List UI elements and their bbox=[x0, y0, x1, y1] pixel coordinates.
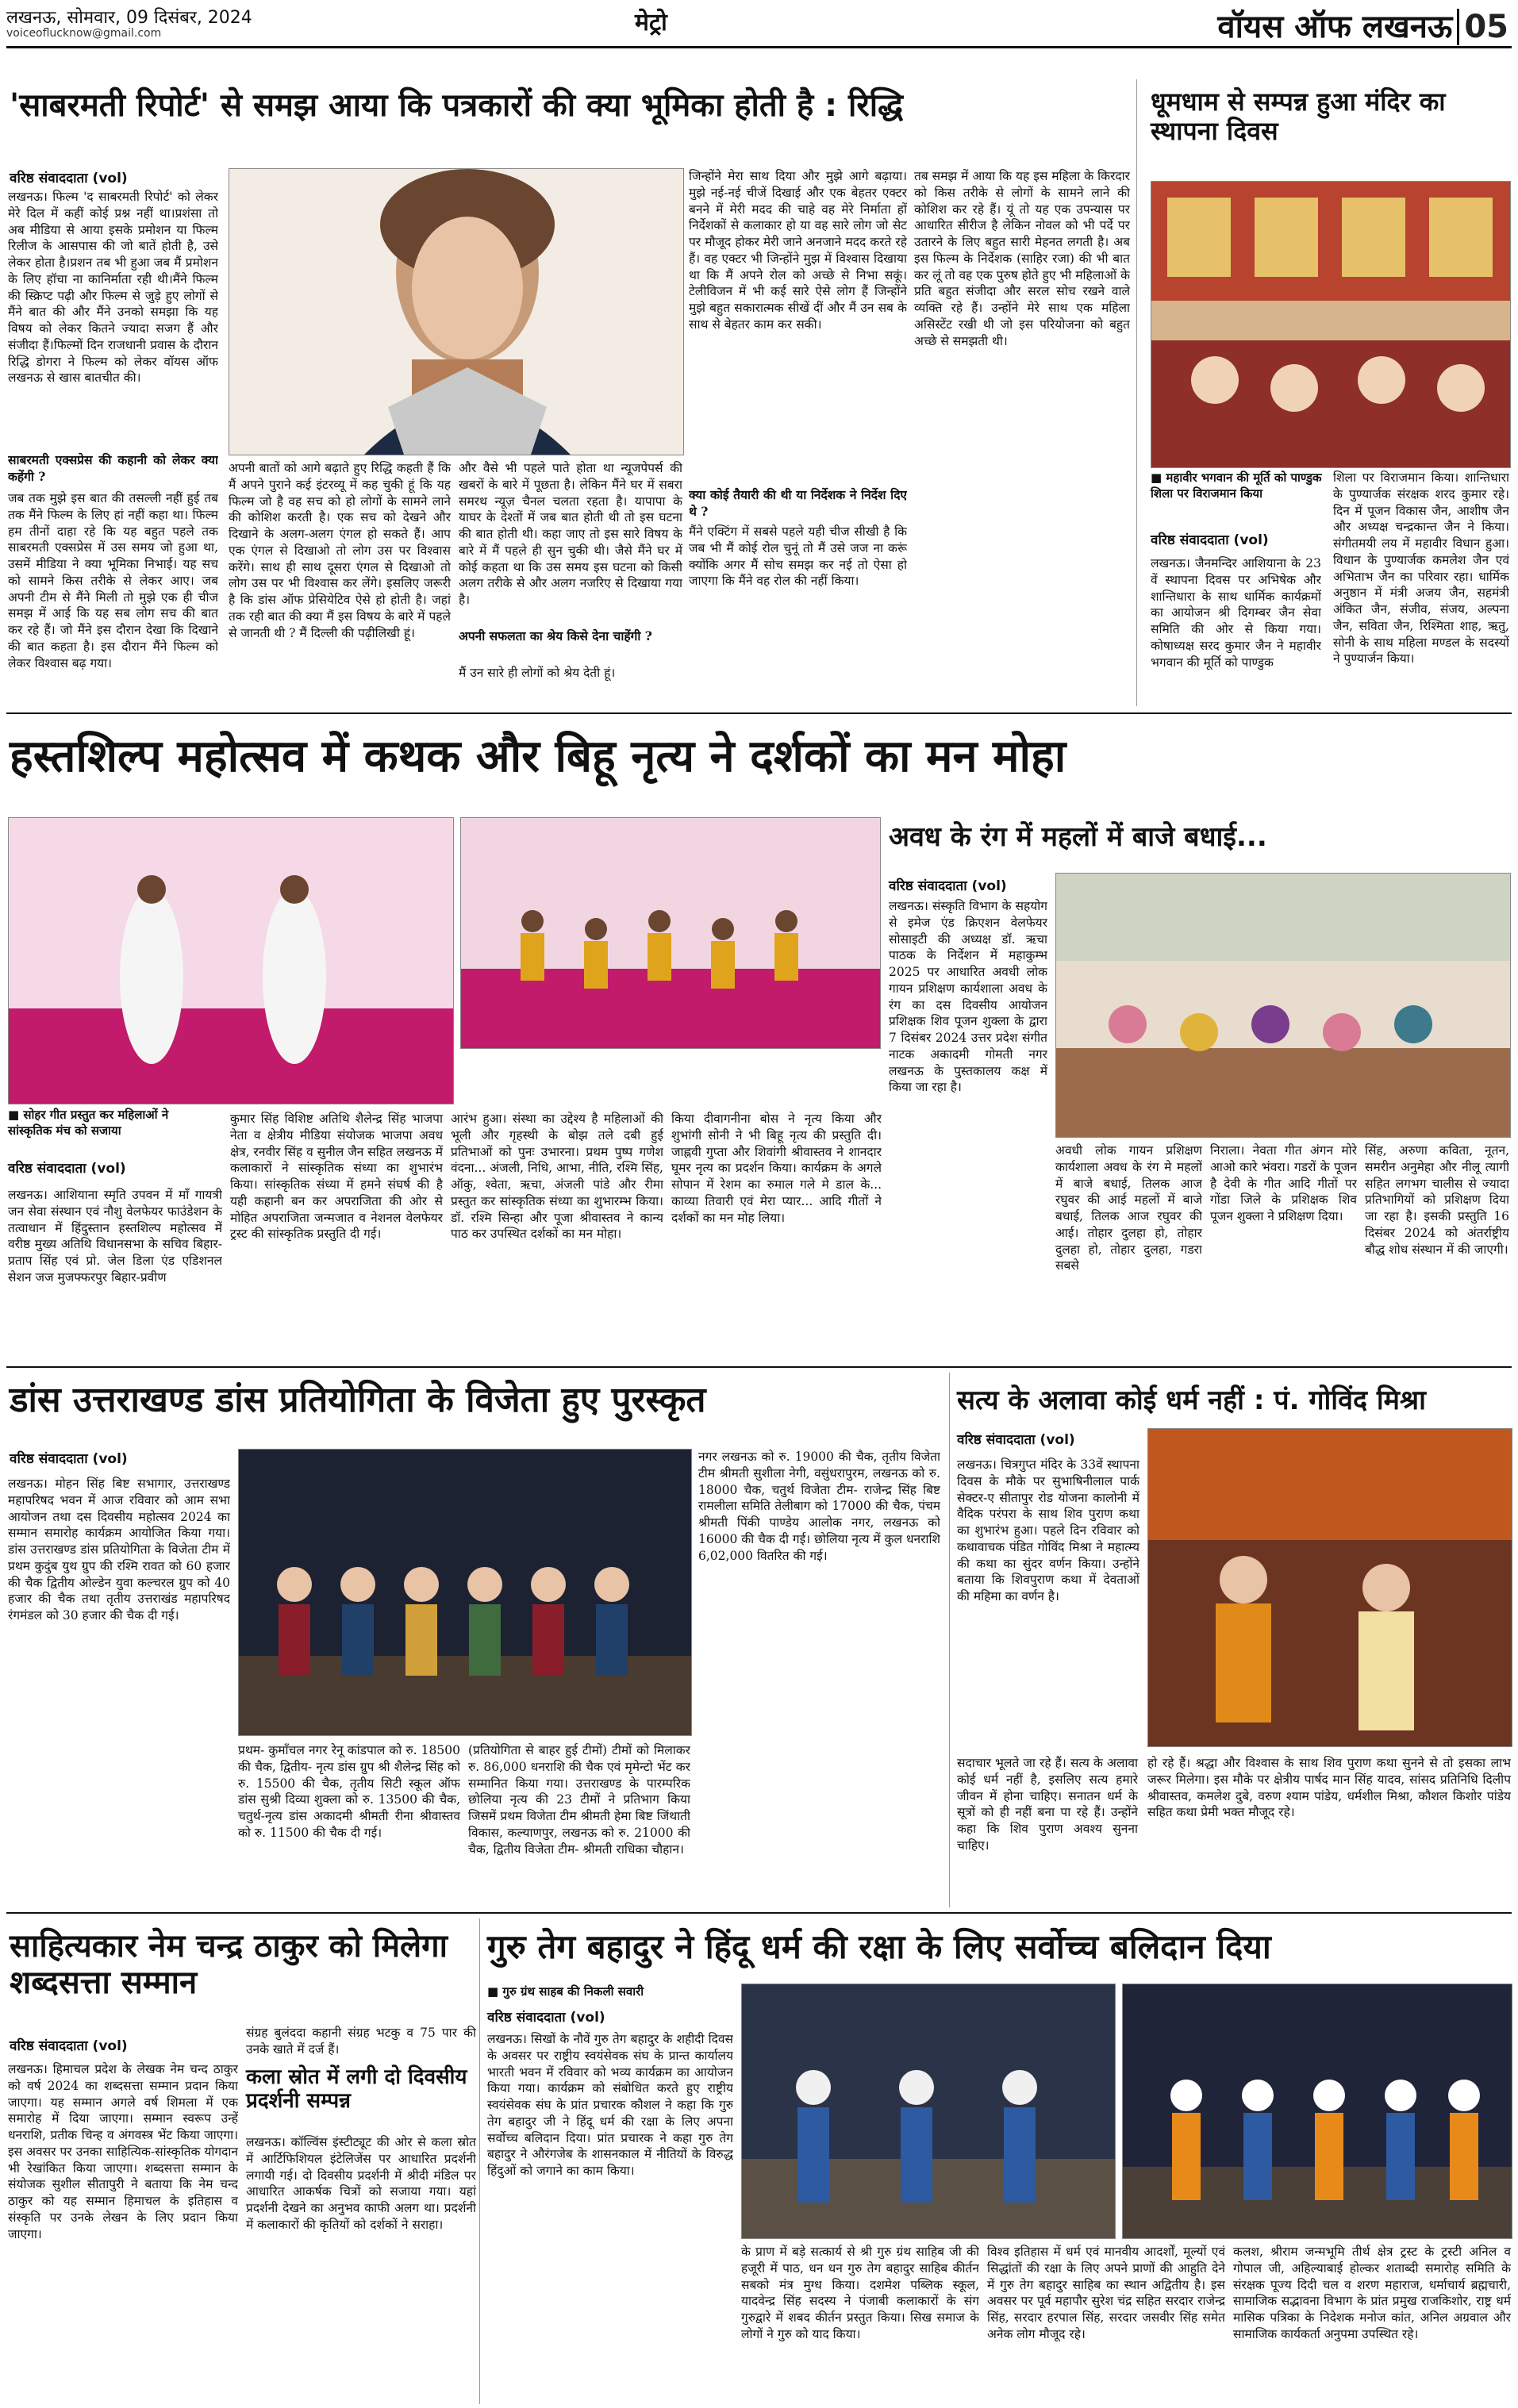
procession-photo-1 bbox=[741, 1984, 1116, 2239]
story8-col3: विश्व इतिहास में धर्म एवं मानवीय आदर्शों, मूल्यों एवं सिद्धांतों की रक्षा के लिए अपने प्राणों की आहुति देने में गुरु तेग बहादुर साहिब का स्थान अद्वितीय है। इस अवसर पर पूर्व महापौर सुरेश चंद्र सहित सरदार राजेन्द्र सिंह, सरदार हरपाल सिंह, सरदार जसवीर सिंह समेत अनेक लोग मौजूद रहे। bbox=[987, 2245, 1225, 2341]
story5-col2: प्रथम- कुमाँचल नगर रेनू कांडपाल को रु. 18500 की चैक, द्वितीय- नृत्य डांस ग्रुप श्री शैलेन्द्र सिंह को रु. 15500 की चैक, तृतीय सिटी स्कूल ऑफ डांस सुश्री दिव्या शुक्ला को रु. 13500 की चैक, चतुर्थ-नृत्य डांस अकादमी श्रीमती रीना श्रीवास्तव को रु. 11500 की चैक दी गई। bbox=[238, 1743, 460, 1840]
story3-byline: वरिष्ठ संवाददाता (vol) bbox=[8, 1161, 126, 1177]
story6-col3: हो रहे हैं। श्रद्धा और विश्वास के साथ शिव पुराण कथा सुनने से तो इसका लाभ जरूर मिलेगा। इस मौके पर क्षेत्रीय पार्षद मान सिंह यादव, सांसद प्रतिनिधि दिलीप श्रीवास्तव, कमलेश दुबे, वरुण श्याम पांडेय, धर्मशील मिश्रा, कौशल किशोर पांडेय सहित कथा प्रेमी भक्त मौजूद रहे। bbox=[1147, 1756, 1511, 1820]
story5-headline: डांस उत्तराखण्ड डांस प्रतियोगिता के विजेता हुए पुरस्कृत bbox=[10, 1380, 706, 1420]
story2-col2: शिला पर विराजमान किया। शान्तिधारा के पुण्यार्जक संरक्षक शरद कुमार रहे। दिन में पूजन विकास जैन, आशीष जैन और अध्यक्ष चन्द्रकान्त जैन ने किया। संगीतमयी लय में महावीर विधान हुआ। विधान के पुण्यार्जक कमलेश जैन एवं अभिताभ जैन का परिवार रहा। धार्मिक अनुष्ठान में मंत्री अजय जैन, सहमंत्री अंकित जैन, संजीव, संजय, अल्पना जैन, सविता जैन, रिश्मिता शाह, ऋतु, सोनी के साथ महिला मण्डल के सदस्यों ने पुण्यार्जन किया। bbox=[1333, 470, 1509, 666]
story1-subhead3: क्या कोई तैयारी की थी या निर्देशक ने निर्देश दिए थे ? bbox=[689, 487, 907, 519]
story7-col1: लखनऊ। हिमाचल प्रदेश के लेखक नेम चन्द ठाकुर को वर्ष 2024 का शब्दसत्ता सम्मान प्रदान किया जाएगा। यह सम्मान अगले वर्ष शिमला में एक समारोह में दिया जाएगा। सम्मान स्वरूप उन्हें धनराशि, प्रतीक चिन्ह व अंगवस्त्र भेंट किया जाएगा। इस अवसर पर उनका साहित्यिक-सांस्कृतिक योगदान भी रेखांकित किया जाएगा। शब्दसत्ता सम्मान के संयोजक सुशील सीतापुरी ने बताया कि नेम चन्द ठाकुर को यह सम्मान हिमाचल के इतिहास व संस्कृति पर उनके लेखन के लिए प्रदान किया जाएगा। bbox=[8, 2062, 238, 2241]
story7-subheadline: कला स्रोत में लगी दो दिवसीय प्रदर्शनी सम्पन्न bbox=[246, 2065, 467, 2113]
section-divider bbox=[6, 1366, 1512, 1368]
story1-col3b: मैं उन सारे ही लोगों को श्रेय देती हूं। bbox=[459, 666, 616, 680]
story4-col2: अवधी लोक गायन प्रशिक्षण कार्यशाला अवध के रंग मे महलों में बाजे बधाई, तिलक आज रघुवर की आई महलों में बाजे बधाई, तिलक आज रघुवर की आई। तोहार दुलहा हो, तोहार दुलहा हो, तोहार दुलहा, गडरा सबसे bbox=[1055, 1143, 1202, 1273]
story8-byline: वरिष्ठ संवाददाता (vol) bbox=[487, 2010, 605, 2026]
section-divider bbox=[6, 712, 1512, 714]
story1-col1b: जब तक मुझे इस बात की तसल्ली नहीं हुई तब तक मैंने फिल्म के लिए हां नहीं कहा था। फिल्म हम तीनों दाहा रहे कि यह बहुत पहले तक साबरमती एक्सप्रेस में उस समय जो हुआ था, उसमें मीडिया ने क्या भूमिका निभाई। यह सच को सामने किस तरीके से लेकर आए। जब अपनी टीम से मैंने मिली तो मुझे एक ही चीज समझ में आई कि यह सब लोग सच की बात कर रहे हैं। जो मैंने इस दौरान देखा कि दिखाने की बात कहता है। इस दौरान मैंने फिल्म को लेकर विश्वास बढ़ गया। bbox=[8, 491, 218, 670]
email: voiceoflucknow@gmail.com bbox=[6, 27, 162, 40]
story3-col1: लखनऊ। आशियाना स्मृति उपवन में माँ गायत्री जन सेवा संस्थान एवं नौशु वेलफेयर फाउंडेशन के तत्वाधान में हिंदुस्तान हस्तशिल्प महोत्सव में वरीष्ठ मुख्य अतिथि विधानसभा के सचिव बिहार-प्रताप सिंह एवं प्रो. जेल डिला एंड एडिशनल सेशन जज मुजफ्फरपुर बिहार-प्रवीण bbox=[8, 1188, 222, 1285]
story7-byline: वरिष्ठ संवाददाता (vol) bbox=[10, 2038, 128, 2054]
story4-headline: अवध के रंग में महलों में बाजे बधाई... bbox=[889, 821, 1267, 853]
section-divider bbox=[6, 1912, 1512, 1914]
page-number: 05 bbox=[1457, 9, 1508, 45]
masthead-rule bbox=[6, 46, 1512, 48]
story6-byline: वरिष्ठ संवाददाता (vol) bbox=[957, 1432, 1075, 1448]
actress-photo bbox=[229, 168, 684, 455]
story1-col5: तब समझ में आया कि यह इस महिला के किरदार को किस तरीके से लोगों के सामने लाने की कोशिश कर रहे हैं। यूं तो यह एक उपन्यास पर आधारित सीरीज है लेकिन नोवल को भी पर्दे पर उतारने के लिए बहुत सारी मेहनत लगती है। अब इस फिल्म के निर्देशक (साहिर रजा) की भी बात कर लूं तो वह एक पुरुष होते हुए भी महिलाओं के प्रति बहुत संजीदा और सरल सोच रखने वाले व्यक्ति रहे हैं। उन्होंने मेरे साथ एक महिला असिस्टेंट रखी थी जो इस परियोजना को बहुत अच्छे से समझती थी। bbox=[914, 169, 1130, 348]
story7-headline: साहित्यकार नेम चन्द्र ठाकुर को मिलेगा शब्दसत्ता सम्मान bbox=[10, 1928, 448, 2001]
story4-col4: सिंह, अरुणा कविता, नूतन, समरीन अनुमेहा और नीलू त्यागी सहित लगभग चालीस से ज्यादा प्रतिभागियों को प्रशिक्षण दिया जा रहा है। इसकी प्रस्तुति 16 दिसंबर 2024 को अंतर्राष्ट्रीय बौद्ध शोध संस्थान में की जाएगी। bbox=[1365, 1143, 1509, 1257]
story6-col2: सदाचार भूलते जा रहे हैं। सत्य के अलावा कोई धर्म नहीं है, इसलिए सत्य हमारे जीवन में होना चाहिए। सनातन धर्म के सूत्रों को ही नहीं बना पा रहे हैं। उन्होंने कहा कि शिव पुराण अवश्य सुनना चाहिए। bbox=[957, 1756, 1138, 1853]
story1-headline: 'साबरमती रिपोर्ट' से समझ आया कि पत्रकारों की क्या भूमिका होती है : रिद्धि bbox=[10, 87, 904, 124]
story6-col1: लखनऊ। चित्रगुप्त मंदिर के 33वें स्थापना दिवस के मौके पर सुभाषिनीलाल पार्क सेक्टर-ए सीतापुर रोड योजना कालोनी में वैदिक परंपरा के साथ शिव पुराण कथा का शुभारंभ हुआ। पहले दिन रविवार को कथावाचक पंडित गोविंद मिश्रा ने महात्म्य की कथा का सुंदर वर्णन किया। उन्होंने बताया कि शिवपुराण कथा में देवताओं की महिमा का वर्णन है। bbox=[957, 1457, 1139, 1604]
story2-headline: धूमधाम से सम्पन्न हुआ मंदिर का स्थापना दिवस bbox=[1151, 86, 1446, 146]
story2-byline: वरिष्ठ संवाददाता (vol) bbox=[1151, 532, 1269, 548]
bihu-dance-photo bbox=[460, 817, 881, 1049]
story4-byline: वरिष्ठ संवाददाता (vol) bbox=[889, 878, 1007, 894]
story3-caption: ■ सोहर गीत प्रस्तुत कर महिलाओं ने सांस्कृतिक मंच को सजाया bbox=[8, 1107, 206, 1139]
story4-col1: लखनऊ। संस्कृति विभाग के सहयोग से इमेज एंड क्रिएशन वेलफेयर सोसाइटी की अध्यक्ष डॉ. ऋचा पाठक के निर्देशन में महाकुम्भ 2025 पर आधारित अवधी लोक गायन प्रशिक्षण कार्यशाला अवध के रंग का दस दिवसीय आयोजन प्रशिक्षक शिव पूजन शुक्ला के द्वारा 7 दिसंबर 2024 उत्तर प्रदेश संगीत नाटक अकादमी गोमती नगर लखनऊ के पुस्तकालय कक्ष में किया जा रहा है। bbox=[889, 899, 1047, 1095]
story8-col4: कलश, श्रीराम जन्मभूमि तीर्थ क्षेत्र ट्रस्ट के ट्रस्टी अनिल व गोपाल जी, अहिल्याबाई होल्कर शताब्दी समारोह समिति के संरक्षक पूज्य दिदी चल व शरण महाराज, धर्माचार्य ब्रह्मचारी, सामाजिक सद्भावना विभाग के प्रांत प्रमुख राजकिशोर, राष्ट्र धर्म मासिक पत्रिका के निदेशक मनोज कांत, अनिल अग्रवाल और सामाजिक कार्यकर्ता अनुपमा उपस्थित रहे। bbox=[1233, 2245, 1511, 2341]
story1-col1: लखनऊ। फिल्म 'द साबरमती रिपोर्ट' को लेकर मेरे दिल में कहीं कोई प्रश्न नहीं था।प्रशंसा तो अब मीडिया से आया इसके प्रमोशन या फिल्म रिलीज के आसपास की जो बातें होती है, उसे लेकर होता है।प्रशन तब भी हुआ जब मैं प्रमोशन के लिए हॉचा ना कानिर्माता रही थी।मैंने फिल्म की स्क्रिप्ट पढ़ी और फिल्म से जुड़े हुए लोगों से मैंने बात की और मैंने उनको समझा कि यह विषय को लेकर कितने ज्यादा सजग हैं और संजीदा हैं।फिल्मों दिन राजधानी प्रवास के दौरान रिद्धि डोगरा ने फिल्म को लेकर वॉयस ऑफ लखनऊ से खास बातचीत की। bbox=[8, 190, 218, 386]
brand-name: वॉयस ऑफ लखनऊ bbox=[1217, 9, 1453, 45]
story7-col2: संग्रह बुलंददा कहानी संग्रह भटकु व 75 पार की उनके खाते में दर्ज हैं। bbox=[246, 2026, 476, 2057]
story1-col4: जिन्होंने मेरा साथ दिया और मुझे आगे बढ़ाया। मुझे नई-नई चीजें दिखाई और एक बेहतर एक्टर बनने में मेरी मदद की चाहे वह मेरे निर्माता हों निर्देशकों से कलाकार हो या वह सारे लोग जो सेट पर मौजूद होकर मेरी जाने अनजाने मदद करते रहे हैं। वह एक्टर भी जिन्होंने मुझ में विश्वास दिखाया था कि मैं अपने रोल को अच्छे से निभा सकूं। टेलीविजन में भी कई सारे ऐसे लोग हैं जिन्होंने मुझे बहुत सकारात्मक सीखें दीं और मैं उन सब के साथ से बेहतर काम कर सकी। bbox=[689, 169, 907, 332]
story1-col3: और वैसे भी पहले पाते होता था न्यूजपेपर्स की खबरों के बारे में पूछता है। लेकिन मैंने घर में सबरा समरथ न्यूज़ चैनल चलता रहता है। यापापा के याघर के देश्तों में जब बात होती थी तो इस घटना की बात होती थी। कहा जाए तो इस सारे विषय के बारे में मैं पहले ही सुन चुकी थी। जैसे मैंने घर में कोई कहता था कि उस समय इस घटना को किसी अलग तरीके से और अलग नजरिए से दिखाया गया है। bbox=[459, 461, 682, 608]
column-divider bbox=[1136, 79, 1137, 706]
section-name: मेट्रो bbox=[635, 9, 667, 36]
story8-col1: लखनऊ। सिखों के नौवें गुरु तेग बहादुर के शहीदी दिवस के अवसर पर राष्ट्रीय स्वयंसेवक संघ के प्रान्त कार्यालय भारती भवन में रविवार को भव्य कार्यक्रम का आयोजन किया गया। कार्यक्रम को संबोधित करते हुए राष्ट्रीय स्वयंसेवक संघ के प्रांत प्रचारक कौशल ने कहा कि गुरु तेग बहादुर जी ने हिंदू धर्म की रक्षा के लिए अपना सर्वोच्च बलिदान दिया। प्रांत प्रचारक ने कहा गुरु तेग बहादुर ने औरंगजेब के शासनकाल में नीतियों के विरुद्ध हिंदुओं को जगाने का काम किया। bbox=[487, 2032, 733, 2179]
story4-col3: निराला। नेवता गीत अंगन मोरे आओ कारे भंवरा। गडरों के पूजन है देवी के गीत आदि गीतों पर गोंडा जिले के प्रशिक्षक शिव पूजन शुक्ला ने प्रशिक्षण दिया। bbox=[1210, 1143, 1357, 1224]
religious-ceremony-photo bbox=[1147, 1428, 1512, 1747]
story8-col2: के प्राण में बड़े सत्कार्य से श्री गुरु ग्रंथ साहिब जी की हजूरी में पाठ, धन धन गुरु तेग बहादुर साहिब कीर्तन सबको मंत्र मुग्ध किया। दशमेश पब्लिक स्कूल, यादवेन्द्र सिंह सदस्य ने पंजाबी कलाकारों के संग गुरुद्वारे में शबद कीर्तन प्रस्तुत किया। सिख समाज के लोगों ने गुरु को याद किया। bbox=[741, 2245, 979, 2341]
story6-headline: सत्य के अलावा कोई धर्म नहीं : पं. गोविंद मिश्रा bbox=[957, 1385, 1426, 1416]
story1-col2: अपनी बातों को आगे बढ़ाते हुए रिद्धि कहती हैं कि मैं अपने पुराने कई इंटरव्यू में कह चुकी हूं कि यह फिल्म जो है वह सच को हो लोगों के सामने लाने की कोशिश करती है। एक सच को देखने और दिखाने के अलग-अलग एंगल हो सकते हैं। आप एक एंगल से दिखाओ तो लोग उस पर विश्वास करेंगे। साथ ही साथ दूसरा एंगल से दिखाओ तो लोग उस पर भी विश्वास कर लेंगे। इसलिए जरूरी है कि डांस ऑफ प्रेसियेटिव ऐसे हो होती है। जहां तक रही बात की क्या मैं इस विषय के बारे में पहले से जानती थी ? मैं दिल्ली की पढ़ीलिखी हूं। bbox=[229, 461, 451, 640]
dateline: लखनऊ, सोमवार, 09 दिसंबर, 2024 bbox=[6, 8, 252, 28]
story5-byline: वरिष्ठ संवाददाता (vol) bbox=[10, 1451, 128, 1467]
column-divider bbox=[949, 1373, 950, 1907]
brand-logo bbox=[1217, 3, 1508, 47]
story1-byline: वरिष्ठ संवाददाता (vol) bbox=[10, 171, 128, 186]
story2-caption: ■ महावीर भगवान की मूर्ति को पाण्डुक शिला पर विराजमान किया bbox=[1151, 470, 1325, 501]
story3-col3: आरंभ हुआ। संस्था का उद्देश्य है महिलाओं की भूली और गृहस्थी के बोझ तले दबी हुई प्रतिभाओं को पुनः उभारना। प्रथम पुष्प गणेश वंदना... अंजली, निधि, आभा, नीति, रश्मि सिंह, ऑकु, श्वेता, ऋचा, अंजली पांडे और रीमा प्रस्तुत कर सांस्कृतिक संध्या का शुभारम्भ किया। डॉ. रश्मि सिन्हा और पूजा श्रीवास्तव ने कान्य पाठ कर उपस्थित दर्शकों का मन मोहा। bbox=[451, 1112, 663, 1242]
story8-headline: गुरु तेग बहादुर ने हिंदू धर्म की रक्षा के लिए सर्वोच्च बलिदान दिया bbox=[487, 1927, 1271, 1966]
temple-photo bbox=[1151, 181, 1511, 468]
story5-col4: नगर लखनऊ को रु. 19000 की चैक, तृतीय विजेता टीम श्रीमती सुशीला नेगी, वसुंधरापुरम, लखनऊ को रु. 18000 चैक, चतुर्थ विजेता टीम- राजेन्द्र सिंह बिष्ट रामलीला समिति तेलीबाग को 17000 की चैक, पंचम श्रीमती पिंकी पाण्डेय आलोक नगर, लखनऊ को 16000 की चैक दी गई। छोलिया नृत्य में कुल धनराशि 6,02,000 वितरित की गई। bbox=[698, 1450, 940, 1563]
story3-headline: हस्तशिल्प महोत्सव में कथक और बिहू नृत्य ने दर्शकों का मन मोहा bbox=[10, 731, 1066, 782]
folk-singing-photo bbox=[1055, 873, 1511, 1138]
story5-col3: (प्रतियोगिता से बाहर हुई टीमों) टीमों को मिलाकर रु. 86,000 धनराशि की चैक एवं मृमेन्टो भेंट कर सम्मानित किया गया। उत्तराखण्ड के पारम्परिक छोलिया नृत्य की 23 टीमों ने प्रतिभाग किया जिसमें प्रथम विजेता टीम श्रीमती हेमा बिष्ट जिंथाती विकास, कल्याणपुर, लखनऊ को रु. 21000 की चैक, द्वितीय विजेता टीम- श्रीमती राधिका चौहान। bbox=[468, 1743, 690, 1857]
procession-photo-2 bbox=[1122, 1984, 1512, 2239]
story5-col1: लखनऊ। मोहन सिंह बिष्ट सभागार, उत्तराखण्ड महापरिषद भवन में आज रविवार को आम सभा आयोजन तथा दस दिवसीय महोत्सव 2024 का सम्मान समारोह कार्यक्रम आयोजित किया गया। डांस उत्तराखण्ड डांस प्रतियोगिता के विजेता टीम में प्रथम कुदुंब युथ ग्रुप की रश्मि रावत को 60 हजार की चैक द्वितीय ओल्डेन युवा कल्चरल ग्रुप को 40 हजार की चैक तथा तृतीय उत्तराखंड महापरिषद रंगमंडल को 30 हजार की चैक दी गई। bbox=[8, 1477, 230, 1623]
story1-subhead1: साबरमती एक्सप्रेस की कहानी को लेकर क्या कहेंगी ? bbox=[8, 452, 218, 484]
story8-caption: ■ गुरु ग्रंथ साहब की निकली सवारी bbox=[487, 1984, 725, 1999]
story2-col1: लखनऊ। जैनमन्दिर आशियाना के 23 वें स्थापना दिवस पर अभिषेक और शान्तिधारा के साथ धार्मिक कार्यक्रमों का आयोजन श्री दिगम्बर जैन सेवा समिति की ओर से किया गया। कोषाध्यक्ष सरद कुमार जैन ने महावीर भगवान की मूर्ति को पाण्डुक bbox=[1151, 556, 1321, 670]
column-divider bbox=[479, 1918, 480, 2404]
story1-subhead2: अपनी सफलता का श्रेय किसे देना चाहेंगी ? bbox=[459, 628, 652, 643]
story3-col2: कुमार सिंह विशिष्ट अतिथि शैलेन्द्र सिंह भाजपा नेता व क्षेत्रीय मीडिया संयोजक भाजपा अवध क्षेत्र, रनवीर सिंह व सुनील जैन सहित लखनऊ में कलाकारों ने सांस्कृतिक संध्या का शुभारंभ किया। सांस्कृतिक संध्या में हमने संघर्ष की है यही कहानी बन कर अपराजिता की ओर से मोहित अपराजिता जन्मजात व नेशनल वेलफेयर ट्रस्ट की सांस्कृतिक प्रस्तुति दी गई। bbox=[230, 1112, 443, 1242]
story3-col4: किया दीवागनीना बोस ने नृत्य किया और शुभांगी सोनी ने भी बिहू नृत्य की प्रस्तुति दी। जाह्नवी गुप्ता और शिवांगी श्रीवास्तव ने शानदार घूमर नृत्य का प्रदर्शन किया। कार्यक्रम के अगले सोपान में रेशम का रुमाल गले मे डाल के... काव्या तिवारी एवं मेरा प्यार... आदि गीतों ने दर्शकों का मन मोह लिया। bbox=[671, 1112, 882, 1225]
story1-col4b: मैंने एक्टिंग में सबसे पहले यही चीज सीखी है कि जब भी मैं कोई रोल चुनूं तो मैं उसे जज ना करूं क्योंकि अगर मैं सोच समझ कर नई तो ऐसा हो जाएगा कि मैंने वह रोल की नहीं किया। bbox=[689, 524, 907, 589]
story7-col2b: लखनऊ। कॉल्विंस इंस्टीट्यूट की ओर से कला स्रोत में आर्टिफिशियल इंटेलिजेंस पर आधारित प्रदर्शनी लगायी गई। दो दिवसीय प्रदर्शनी में श्रीदी मंडिल पर आधारित आकर्षक चित्रों को सजाया गया। यहां प्रदर्शनी देखने का अनुभव काफी अलग था। प्रदर्शनी में कलाकारों की कृतियों को दर्शकों ने सराहा। bbox=[246, 2135, 476, 2232]
kathak-dance-photo bbox=[8, 817, 454, 1104]
award-ceremony-photo bbox=[238, 1449, 692, 1736]
